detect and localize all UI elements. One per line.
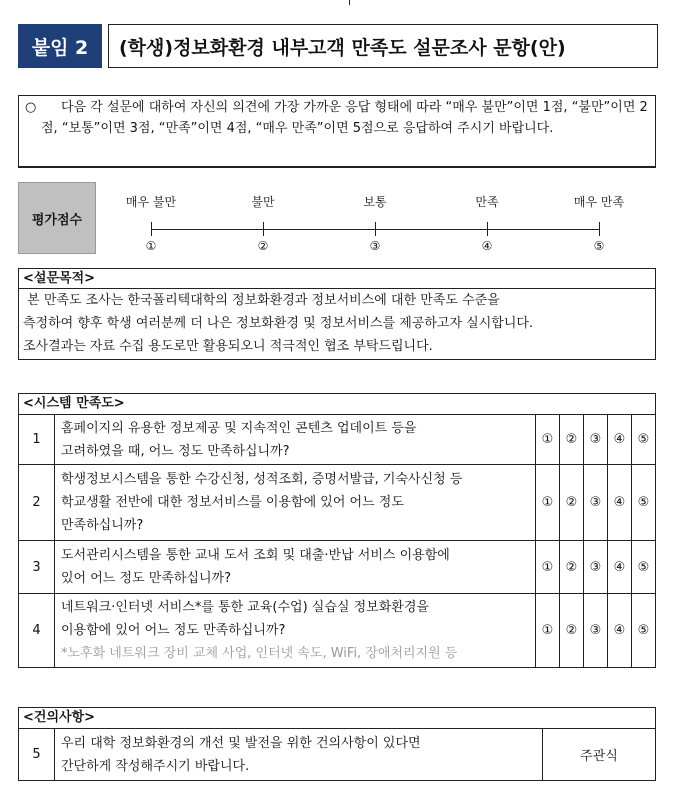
question-line: 만족하십니까?: [61, 518, 144, 533]
scale-number-2: ②: [257, 239, 269, 253]
scale-label-very-dissatisfied: 매우 불만: [125, 195, 177, 209]
question-number: 5: [19, 729, 55, 781]
option-4[interactable]: ④: [608, 594, 632, 668]
option-2[interactable]: ②: [560, 415, 584, 465]
instruction-text: 다음 각 설문에 대하여 자신의 의견에 가장 가까운 응답 형태에 따라 “매우 불만”이면 1점, “불만”이면 2점, “보통”이면 3점, “만족”이면 4점, “매우 만족”이면 5점으로 응답하여 주시기 바랍니다.: [41, 100, 648, 136]
question-line: 우리 대학 정보화환경의 개선 및 발전을 위한 건의사항이 있다면: [61, 735, 421, 751]
table-row: [19, 541, 656, 594]
question-text: [55, 541, 536, 594]
question-number: 3: [19, 541, 55, 594]
option-5[interactable]: ⑤: [632, 465, 656, 541]
rating-label: 평가점수: [18, 182, 96, 254]
option-2[interactable]: ②: [560, 465, 584, 541]
question-line: 간단하게 작성해주시기 바랍니다.: [61, 758, 250, 774]
question-number: 2: [19, 465, 55, 541]
option-3[interactable]: ③: [584, 465, 608, 541]
question-line: 도서관리시스템을 통한 교내 도서 조회 및 대출·반납 서비스 이용함에: [61, 548, 450, 563]
question-text: [55, 465, 536, 541]
question-line: 학생정보시스템을 통한 수강신청, 성적조회, 증명서발급, 기숙사신청 등: [61, 472, 463, 487]
option-1[interactable]: ①: [536, 594, 560, 668]
question-line: 네트워크·인터넷 서비스*를 통한 교육(수업) 실습실 정보화환경을: [61, 600, 429, 615]
purpose-heading: <설문목적>: [18, 268, 656, 289]
question-text: [55, 415, 536, 465]
question-text: [55, 594, 536, 668]
option-4[interactable]: ④: [608, 465, 632, 541]
question-text: [55, 729, 543, 781]
option-4[interactable]: ④: [608, 415, 632, 465]
scale-label-very-satisfied: 매우 만족: [573, 195, 625, 209]
question-line: 학교생활 전반에 대한 정보서비스를 이용함에 있어 어느 정도: [61, 495, 404, 510]
scale-number-4: ④: [481, 239, 493, 253]
scale-tick-1: [151, 222, 152, 236]
question-line: 홈페이지의 유용한 정보제공 및 지속적인 콘텐츠 업데이트 등을: [61, 420, 417, 436]
question-line: 고려하였을 때, 어느 정도 만족하십니까?: [61, 443, 290, 459]
scale-number-5: ⑤: [593, 239, 605, 253]
top-mark: [349, 0, 350, 5]
option-5[interactable]: ⑤: [632, 541, 656, 594]
purpose-line: 조사결과는 자료 수집 용도로만 활용되오니 적극적인 협조 부탁드립니다.: [23, 339, 433, 354]
page-title: (학생)정보화환경 내부고객 만족도 설문조사 문항(안): [108, 24, 658, 68]
purpose-body: [18, 288, 656, 360]
table-row: [19, 465, 656, 541]
option-2[interactable]: ②: [560, 594, 584, 668]
question-number: 4: [19, 594, 55, 668]
scale-tick-2: [263, 222, 264, 236]
question-line: 있어 어느 정도 만족하십니까?: [61, 571, 231, 586]
purpose-line: 측정하여 향후 학생 여러분께 더 나은 정보화환경 및 정보서비스를 제공하고자 실시합니다.: [23, 316, 534, 331]
option-3[interactable]: ③: [584, 541, 608, 594]
suggestion-table: [18, 707, 656, 781]
option-1[interactable]: ①: [536, 465, 560, 541]
option-3[interactable]: ③: [584, 415, 608, 465]
scale-tick-5: [599, 222, 600, 236]
option-4[interactable]: ④: [608, 541, 632, 594]
scale-tick-3: [375, 222, 376, 236]
system-heading: <시스템 만족도>: [19, 394, 656, 415]
suggestion-heading: <건의사항>: [19, 708, 656, 729]
bullet-circle: ○: [25, 100, 37, 115]
scale-label-dissatisfied: 불만: [251, 195, 275, 209]
option-1[interactable]: ①: [536, 415, 560, 465]
instruction-box: [18, 95, 656, 168]
option-1[interactable]: ①: [536, 541, 560, 594]
scale-label-neutral: 보통: [363, 195, 387, 209]
option-5[interactable]: ⑤: [632, 594, 656, 668]
option-3[interactable]: ③: [584, 594, 608, 668]
purpose-line: 본 만족도 조사는 한국폴리텍대학의 정보화환경과 정보서비스에 대한 만족도 수준을: [23, 293, 500, 308]
option-5[interactable]: ⑤: [632, 415, 656, 465]
table-row: [19, 594, 656, 668]
scale-label-satisfied: 만족: [475, 195, 499, 209]
table-row: [19, 729, 656, 781]
option-2[interactable]: ②: [560, 541, 584, 594]
system-satisfaction-table: [18, 393, 656, 668]
scale-number-1: ①: [145, 239, 157, 253]
question-number: 1: [19, 415, 55, 465]
question-line: 이용함에 있어 어느 정도 만족하십니까?: [61, 623, 286, 638]
scale-number-3: ③: [369, 239, 381, 253]
scale-tick-4: [487, 222, 488, 236]
table-row: [19, 415, 656, 465]
answer-type[interactable]: 주관식: [543, 729, 656, 781]
attachment-badge: 붙임 2: [18, 24, 102, 68]
question-note: *노후화 네트워크 장비 교체 사업, 인터넷 속도, WiFi, 장애처리지원 등: [61, 646, 458, 661]
